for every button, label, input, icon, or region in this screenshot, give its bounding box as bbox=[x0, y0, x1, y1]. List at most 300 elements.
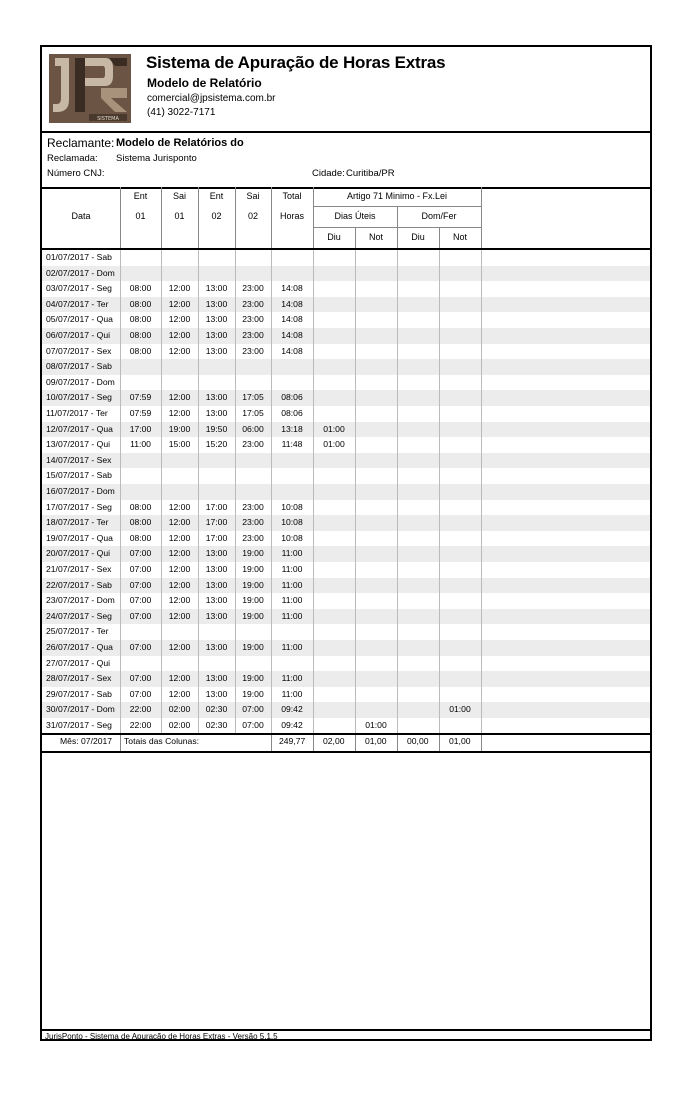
row-col-line bbox=[271, 453, 272, 469]
col-header-sai2-bottom: 02 bbox=[247, 211, 258, 221]
row-col-line bbox=[355, 515, 356, 531]
row-col-line bbox=[397, 531, 398, 547]
row-col-line bbox=[271, 640, 272, 656]
row-col-line bbox=[313, 593, 314, 609]
row-col-line bbox=[271, 702, 272, 718]
cell-du-diu bbox=[313, 390, 355, 406]
report-subtitle: Modelo de Relatório bbox=[147, 76, 262, 90]
row-col-line bbox=[271, 422, 272, 438]
cell-df-diu bbox=[397, 266, 439, 282]
cell-ent1: 22:00 bbox=[129, 720, 152, 730]
row-col-line bbox=[120, 312, 121, 328]
cell-ent2 bbox=[198, 250, 235, 266]
cell-df-diu bbox=[397, 624, 439, 640]
cell-du-diu bbox=[313, 515, 355, 531]
row-col-line bbox=[120, 250, 121, 266]
row-col-line bbox=[439, 328, 440, 344]
row-col-line bbox=[355, 718, 356, 734]
cell-df-not bbox=[439, 593, 481, 609]
reclamada-value: Sistema Jurisponto bbox=[116, 153, 197, 164]
cell-sai2 bbox=[235, 484, 271, 500]
table-row bbox=[42, 500, 650, 516]
row-col-line bbox=[397, 578, 398, 594]
row-col-line bbox=[198, 375, 199, 391]
row-col-line bbox=[397, 281, 398, 297]
cell-ent1 bbox=[120, 453, 161, 469]
footer-text: JurisPonto - Sistema de Apuração de Horas Extras - Versão 5.1.5 bbox=[45, 1032, 278, 1041]
cell-sai1 bbox=[161, 468, 198, 484]
cell-date: 03/07/2017 - Seg bbox=[46, 283, 112, 294]
cell-sai1 bbox=[161, 375, 198, 391]
cell-total bbox=[271, 375, 313, 391]
cell-total: 08:06 bbox=[281, 392, 303, 403]
cell-total: 11:00 bbox=[281, 642, 303, 652]
cell-du-diu bbox=[313, 640, 355, 656]
row-col-line bbox=[161, 500, 162, 516]
cell-df-diu bbox=[397, 250, 439, 266]
cell-du-diu bbox=[313, 578, 355, 594]
cell-date: 15/07/2017 - Sab bbox=[46, 470, 112, 481]
cell-sai2: 19:00 bbox=[242, 610, 264, 621]
cell-ent2: 13:00 bbox=[205, 564, 228, 574]
row-col-line bbox=[120, 266, 121, 282]
cell-sai1 bbox=[161, 266, 198, 282]
row-col-line bbox=[439, 453, 440, 469]
cell-ent1: 22:00 bbox=[129, 704, 152, 715]
row-col-line bbox=[481, 687, 482, 703]
cell-df-not bbox=[439, 437, 481, 453]
cell-df-diu bbox=[397, 578, 439, 594]
row-col-line bbox=[313, 687, 314, 703]
header-col-line bbox=[439, 227, 440, 248]
cell-du-diu bbox=[313, 687, 355, 703]
header-col-line bbox=[313, 187, 314, 248]
row-col-line bbox=[397, 671, 398, 687]
cell-df-diu bbox=[397, 656, 439, 672]
row-col-line bbox=[439, 687, 440, 703]
row-col-line bbox=[397, 422, 398, 438]
row-col-line bbox=[235, 281, 236, 297]
row-col-line bbox=[313, 671, 314, 687]
cell-date: 09/07/2017 - Dom bbox=[46, 376, 115, 387]
cell-du-diu bbox=[313, 671, 355, 687]
cell-df-not bbox=[439, 687, 481, 703]
row-col-line bbox=[481, 281, 482, 297]
row-col-line bbox=[397, 468, 398, 484]
row-col-line bbox=[120, 515, 121, 531]
cell-total: 09:42 bbox=[281, 720, 303, 730]
row-col-line bbox=[120, 484, 121, 500]
row-col-line bbox=[161, 609, 162, 625]
row-col-line bbox=[235, 328, 236, 344]
cell-total: 10:08 bbox=[281, 501, 303, 512]
row-col-line bbox=[439, 624, 440, 640]
cell-df-diu bbox=[397, 702, 439, 718]
cell-ent1: 08:00 bbox=[129, 314, 152, 325]
row-col-line bbox=[271, 656, 272, 672]
cell-sai1: 12:00 bbox=[168, 330, 191, 340]
cell-total: 14:08 bbox=[281, 283, 303, 294]
row-col-line bbox=[355, 468, 356, 484]
col-header-dias-uteis: Dias Úteis bbox=[334, 211, 376, 221]
cell-total: 11:00 bbox=[281, 579, 303, 590]
row-col-line bbox=[355, 484, 356, 500]
row-col-line bbox=[120, 344, 121, 360]
col-header-group: Artigo 71 Minimo - Fx.Lei bbox=[346, 191, 448, 201]
row-col-line bbox=[120, 546, 121, 562]
cidade-label: Cidade: bbox=[312, 168, 345, 179]
cell-sai1: 12:00 bbox=[168, 673, 191, 684]
row-col-line bbox=[355, 609, 356, 625]
row-col-line bbox=[439, 344, 440, 360]
cell-date: 19/07/2017 - Qua bbox=[46, 532, 113, 543]
row-col-line bbox=[271, 718, 272, 734]
row-col-line bbox=[161, 297, 162, 313]
table-row bbox=[42, 656, 650, 672]
cell-df-diu bbox=[397, 375, 439, 391]
cell-date: 31/07/2017 - Seg bbox=[46, 720, 112, 730]
cell-sai2: 19:00 bbox=[242, 564, 264, 574]
row-col-line bbox=[481, 593, 482, 609]
row-col-line bbox=[198, 671, 199, 687]
row-col-line bbox=[161, 344, 162, 360]
cell-ent1: 07:00 bbox=[129, 688, 152, 699]
cell-df-not bbox=[439, 422, 481, 438]
row-col-line bbox=[235, 500, 236, 516]
table-row bbox=[42, 422, 650, 438]
table-row bbox=[42, 297, 650, 313]
row-col-line bbox=[198, 531, 199, 547]
row-col-line bbox=[397, 640, 398, 656]
cell-date: 07/07/2017 - Sex bbox=[46, 345, 112, 356]
cell-date: 05/07/2017 - Qua bbox=[46, 314, 113, 325]
cell-du-diu bbox=[313, 359, 355, 375]
cell-ent2 bbox=[198, 453, 235, 469]
cell-sai1: 02:00 bbox=[168, 704, 191, 715]
row-col-line bbox=[120, 453, 121, 469]
row-col-line bbox=[120, 531, 121, 547]
row-col-line bbox=[161, 250, 162, 266]
row-col-line bbox=[397, 624, 398, 640]
totals-row bbox=[42, 733, 650, 753]
row-col-line bbox=[313, 328, 314, 344]
row-col-line bbox=[235, 687, 236, 703]
cell-du-not bbox=[355, 312, 397, 328]
table-row bbox=[42, 718, 650, 734]
row-col-line bbox=[198, 422, 199, 438]
row-col-line bbox=[271, 406, 272, 422]
cell-ent2 bbox=[198, 266, 235, 282]
row-col-line bbox=[313, 344, 314, 360]
row-col-line bbox=[235, 671, 236, 687]
cell-ent1 bbox=[120, 624, 161, 640]
cell-ent1: 07:00 bbox=[129, 610, 152, 621]
cell-ent2: 13:00 bbox=[205, 673, 228, 684]
cell-date: 24/07/2017 - Seg bbox=[46, 610, 112, 621]
cell-df-not bbox=[439, 578, 481, 594]
row-col-line bbox=[198, 344, 199, 360]
row-col-line bbox=[439, 250, 440, 266]
row-col-line bbox=[198, 281, 199, 297]
row-col-line bbox=[235, 531, 236, 547]
cell-date: 12/07/2017 - Qua bbox=[46, 423, 113, 434]
row-col-line bbox=[120, 375, 121, 391]
cell-du-diu: 01:00 bbox=[323, 423, 345, 434]
cell-ent1: 08:00 bbox=[129, 501, 152, 512]
row-col-line bbox=[235, 640, 236, 656]
table-row bbox=[42, 578, 650, 594]
row-col-line bbox=[481, 562, 482, 578]
cell-du-diu bbox=[313, 468, 355, 484]
row-col-line bbox=[198, 390, 199, 406]
cell-sai1: 12:00 bbox=[168, 642, 191, 652]
row-col-line bbox=[198, 718, 199, 734]
cell-df-not bbox=[439, 453, 481, 469]
row-col-line bbox=[439, 437, 440, 453]
cell-df-not bbox=[439, 312, 481, 328]
row-col-line bbox=[313, 702, 314, 718]
cell-total bbox=[271, 468, 313, 484]
row-col-line bbox=[481, 328, 482, 344]
header-col-line bbox=[481, 187, 482, 248]
header-col-line bbox=[397, 206, 398, 248]
cell-sai1: 12:00 bbox=[168, 392, 191, 403]
table-row bbox=[42, 562, 650, 578]
col-header-ent1-bottom: 01 bbox=[135, 211, 146, 221]
totals-month: Mês: 07/2017 bbox=[60, 736, 113, 746]
cell-ent2: 13:00 bbox=[205, 283, 228, 294]
cell-sai2: 23:00 bbox=[242, 314, 264, 325]
row-col-line bbox=[271, 515, 272, 531]
row-col-line bbox=[355, 656, 356, 672]
row-col-line bbox=[481, 656, 482, 672]
row-col-line bbox=[313, 546, 314, 562]
header-col-line bbox=[271, 187, 272, 248]
row-col-line bbox=[198, 328, 199, 344]
row-col-line bbox=[271, 359, 272, 375]
cell-df-diu bbox=[397, 484, 439, 500]
row-col-line bbox=[439, 312, 440, 328]
cell-sai1: 19:00 bbox=[168, 423, 191, 434]
row-col-line bbox=[439, 359, 440, 375]
row-col-line bbox=[397, 562, 398, 578]
cell-du-diu: 01:00 bbox=[323, 439, 345, 450]
cell-df-not: 01:00 bbox=[449, 704, 471, 715]
cell-du-not bbox=[355, 422, 397, 438]
table-row bbox=[42, 406, 650, 422]
cell-sai1: 12:00 bbox=[168, 688, 191, 699]
cell-du-not bbox=[355, 375, 397, 391]
row-col-line bbox=[355, 406, 356, 422]
cell-date: 28/07/2017 - Sex bbox=[46, 673, 112, 684]
row-col-line bbox=[271, 468, 272, 484]
row-col-line bbox=[439, 702, 440, 718]
row-col-line bbox=[271, 266, 272, 282]
row-col-line bbox=[355, 546, 356, 562]
cell-total bbox=[271, 359, 313, 375]
table-row bbox=[42, 484, 650, 500]
cell-date: 06/07/2017 - Qui bbox=[46, 330, 111, 340]
row-col-line bbox=[481, 500, 482, 516]
cell-ent1: 07:00 bbox=[129, 642, 152, 652]
col-header-df-diu: Diu bbox=[411, 232, 425, 242]
totals-col-line bbox=[271, 735, 272, 751]
table-row bbox=[42, 609, 650, 625]
row-col-line bbox=[355, 593, 356, 609]
row-col-line bbox=[313, 578, 314, 594]
row-col-line bbox=[161, 702, 162, 718]
cell-total bbox=[271, 453, 313, 469]
cell-sai1 bbox=[161, 453, 198, 469]
row-col-line bbox=[355, 437, 356, 453]
cell-df-not bbox=[439, 281, 481, 297]
row-col-line bbox=[313, 359, 314, 375]
cell-du-diu bbox=[313, 375, 355, 391]
row-col-line bbox=[313, 406, 314, 422]
cell-ent1: 07:00 bbox=[129, 564, 152, 574]
header-col-line bbox=[355, 227, 356, 248]
row-col-line bbox=[120, 687, 121, 703]
row-col-line bbox=[355, 531, 356, 547]
cell-total: 10:08 bbox=[281, 517, 303, 528]
table-row bbox=[42, 624, 650, 640]
row-col-line bbox=[313, 453, 314, 469]
cell-ent1 bbox=[120, 375, 161, 391]
col-header-du-not: Not bbox=[368, 232, 383, 242]
row-col-line bbox=[120, 359, 121, 375]
row-col-line bbox=[481, 578, 482, 594]
table-row bbox=[42, 437, 650, 453]
row-col-line bbox=[161, 656, 162, 672]
table-row bbox=[42, 687, 650, 703]
header-col-line bbox=[161, 187, 162, 248]
row-col-line bbox=[198, 546, 199, 562]
cell-du-not bbox=[355, 344, 397, 360]
cell-ent2 bbox=[198, 624, 235, 640]
cell-sai2 bbox=[235, 359, 271, 375]
table-row bbox=[42, 344, 650, 360]
row-col-line bbox=[439, 609, 440, 625]
cell-df-not bbox=[439, 390, 481, 406]
row-col-line bbox=[313, 266, 314, 282]
cell-du-not bbox=[355, 515, 397, 531]
cell-du-diu bbox=[313, 562, 355, 578]
row-col-line bbox=[161, 593, 162, 609]
cell-sai2 bbox=[235, 656, 271, 672]
cell-sai2: 23:00 bbox=[242, 298, 264, 309]
row-col-line bbox=[271, 531, 272, 547]
row-col-line bbox=[481, 624, 482, 640]
row-col-line bbox=[161, 422, 162, 438]
row-col-line bbox=[355, 266, 356, 282]
row-col-line bbox=[235, 546, 236, 562]
cell-ent2: 13:00 bbox=[205, 548, 228, 559]
cell-du-diu bbox=[313, 344, 355, 360]
row-col-line bbox=[198, 406, 199, 422]
col-header-ent1-top: Ent bbox=[133, 191, 148, 201]
cell-du-diu bbox=[313, 624, 355, 640]
cell-date: 16/07/2017 - Dom bbox=[46, 486, 115, 496]
row-col-line bbox=[161, 312, 162, 328]
row-col-line bbox=[271, 328, 272, 344]
row-col-line bbox=[271, 593, 272, 609]
cell-total: 14:08 bbox=[281, 345, 303, 356]
row-col-line bbox=[355, 671, 356, 687]
cell-ent1: 08:00 bbox=[129, 532, 152, 543]
row-col-line bbox=[355, 562, 356, 578]
row-col-line bbox=[439, 593, 440, 609]
row-col-line bbox=[235, 515, 236, 531]
cell-du-diu bbox=[313, 656, 355, 672]
cell-date: 08/07/2017 - Sab bbox=[46, 361, 112, 372]
row-col-line bbox=[313, 297, 314, 313]
row-col-line bbox=[235, 344, 236, 360]
cell-df-not bbox=[439, 484, 481, 500]
cell-ent1: 07:00 bbox=[129, 548, 152, 559]
cell-total: 14:08 bbox=[281, 314, 303, 325]
cell-du-diu bbox=[313, 593, 355, 609]
row-col-line bbox=[397, 500, 398, 516]
row-col-line bbox=[198, 640, 199, 656]
cell-du-diu bbox=[313, 718, 355, 734]
row-col-line bbox=[313, 468, 314, 484]
cidade-value: Curitiba/PR bbox=[346, 168, 395, 179]
cell-total bbox=[271, 656, 313, 672]
row-col-line bbox=[120, 500, 121, 516]
row-col-line bbox=[198, 468, 199, 484]
cell-df-not bbox=[439, 250, 481, 266]
logo-label: SISTEMA bbox=[97, 116, 119, 122]
cell-df-diu bbox=[397, 687, 439, 703]
row-col-line bbox=[271, 609, 272, 625]
row-col-line bbox=[439, 266, 440, 282]
table-row bbox=[42, 390, 650, 406]
cell-total bbox=[271, 266, 313, 282]
cell-date: 10/07/2017 - Seg bbox=[46, 392, 112, 403]
table-row bbox=[42, 671, 650, 687]
cell-ent2: 13:00 bbox=[205, 330, 228, 340]
table-row bbox=[42, 359, 650, 375]
row-col-line bbox=[313, 437, 314, 453]
cell-total bbox=[271, 250, 313, 266]
row-col-line bbox=[313, 500, 314, 516]
row-col-line bbox=[481, 359, 482, 375]
row-col-line bbox=[397, 593, 398, 609]
cell-ent1: 07:00 bbox=[129, 579, 152, 590]
row-col-line bbox=[397, 546, 398, 562]
row-col-line bbox=[271, 437, 272, 453]
cell-df-diu bbox=[397, 281, 439, 297]
col-header-du-diu: Diu bbox=[327, 232, 341, 242]
cell-date: 30/07/2017 - Dom bbox=[46, 704, 115, 715]
row-col-line bbox=[355, 375, 356, 391]
row-col-line bbox=[355, 281, 356, 297]
row-col-line bbox=[198, 656, 199, 672]
cell-sai1 bbox=[161, 624, 198, 640]
row-col-line bbox=[235, 437, 236, 453]
row-col-line bbox=[198, 515, 199, 531]
row-col-line bbox=[397, 453, 398, 469]
cell-sai1 bbox=[161, 484, 198, 500]
row-col-line bbox=[271, 312, 272, 328]
cell-du-not bbox=[355, 437, 397, 453]
cell-du-not bbox=[355, 297, 397, 313]
row-col-line bbox=[439, 422, 440, 438]
row-col-line bbox=[439, 406, 440, 422]
cell-sai1: 12:00 bbox=[168, 408, 191, 418]
cell-sai1 bbox=[161, 359, 198, 375]
row-col-line bbox=[198, 702, 199, 718]
